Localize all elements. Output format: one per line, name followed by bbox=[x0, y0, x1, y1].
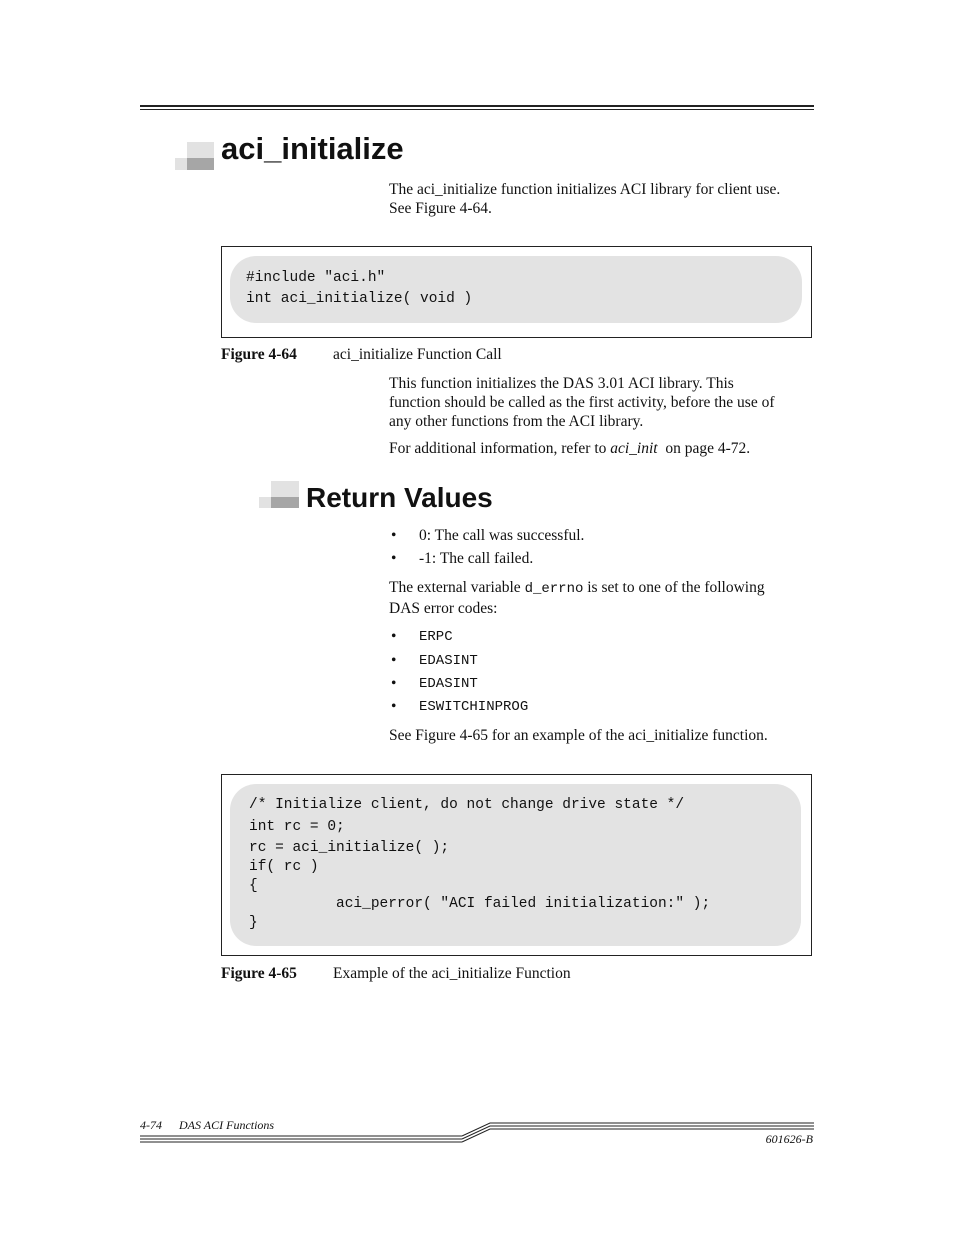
code-line: if( rc ) bbox=[249, 859, 319, 875]
bullet-icon: • bbox=[391, 550, 397, 567]
error-code: ESWITCHINPROG bbox=[419, 699, 529, 715]
code-line: /* Initialize client, do not change drive state */ bbox=[249, 797, 685, 813]
bullet-icon: • bbox=[391, 628, 397, 645]
error-code: ERPC bbox=[419, 629, 453, 645]
subsection-tab-icon bbox=[259, 481, 301, 510]
errno-variable: d_errno bbox=[524, 581, 584, 597]
code-line: #include "aci.h" bbox=[246, 270, 386, 286]
bullet-icon: • bbox=[391, 527, 397, 544]
code-line: int rc = 0; bbox=[249, 819, 345, 835]
error-code: EDASINT bbox=[419, 676, 478, 692]
bullet-icon: • bbox=[391, 698, 397, 715]
code-box-figure-64 bbox=[221, 246, 812, 338]
code-line: { bbox=[249, 878, 258, 894]
page-title: aci_initialize bbox=[221, 131, 404, 166]
figure-label: Figure 4-65 bbox=[221, 965, 297, 982]
figure-caption-text: aci_initialize Function Call bbox=[333, 346, 502, 363]
code-line: aci_perror( "ACI failed initialization:" ); bbox=[249, 896, 711, 912]
intro-paragraph: The aci_initialize function initializes ACI library for client use. See Figure 4-64. bbox=[389, 181, 781, 217]
header-rule-top bbox=[140, 105, 814, 107]
return-values-heading: Return Values bbox=[306, 482, 493, 513]
figure-65-caption bbox=[221, 965, 571, 983]
figure-64-caption bbox=[221, 346, 502, 364]
reference-paragraph: For additional information, refer to aci_init on page 4-72. bbox=[389, 440, 751, 457]
footer-doc-number: 601626-B bbox=[765, 1132, 813, 1146]
section-tab-icon bbox=[175, 142, 215, 172]
errno-paragraph: The external variable d_errno is set to one of the following DAS error codes: bbox=[389, 579, 765, 617]
error-code: EDASINT bbox=[419, 653, 478, 669]
bullet-icon: • bbox=[391, 675, 397, 692]
code-line: int aci_initialize( void ) bbox=[246, 291, 473, 307]
figure-caption-text: Example of the aci_initialize Function bbox=[333, 965, 571, 982]
aci-init-link[interactable]: aci_init bbox=[610, 440, 658, 457]
bullet-icon: • bbox=[391, 652, 397, 669]
code-line: rc = aci_initialize( ); bbox=[249, 840, 450, 856]
figure-label: Figure 4-64 bbox=[221, 346, 297, 363]
code-line: } bbox=[249, 915, 258, 931]
footer-page-number: 4-74 bbox=[140, 1118, 162, 1132]
code-box-figure-65 bbox=[221, 774, 812, 956]
header-rule-bottom bbox=[140, 109, 814, 110]
example-reference: See Figure 4-65 for an example of the aci_initialize function. bbox=[389, 727, 768, 744]
description-paragraph: This function initializes the DAS 3.01 ACI library. This function should be called as the first activity, before the use of any other functions from the ACI library. bbox=[389, 375, 775, 430]
footer-rule bbox=[140, 1120, 814, 1146]
footer-chapter: DAS ACI Functions bbox=[179, 1118, 275, 1132]
